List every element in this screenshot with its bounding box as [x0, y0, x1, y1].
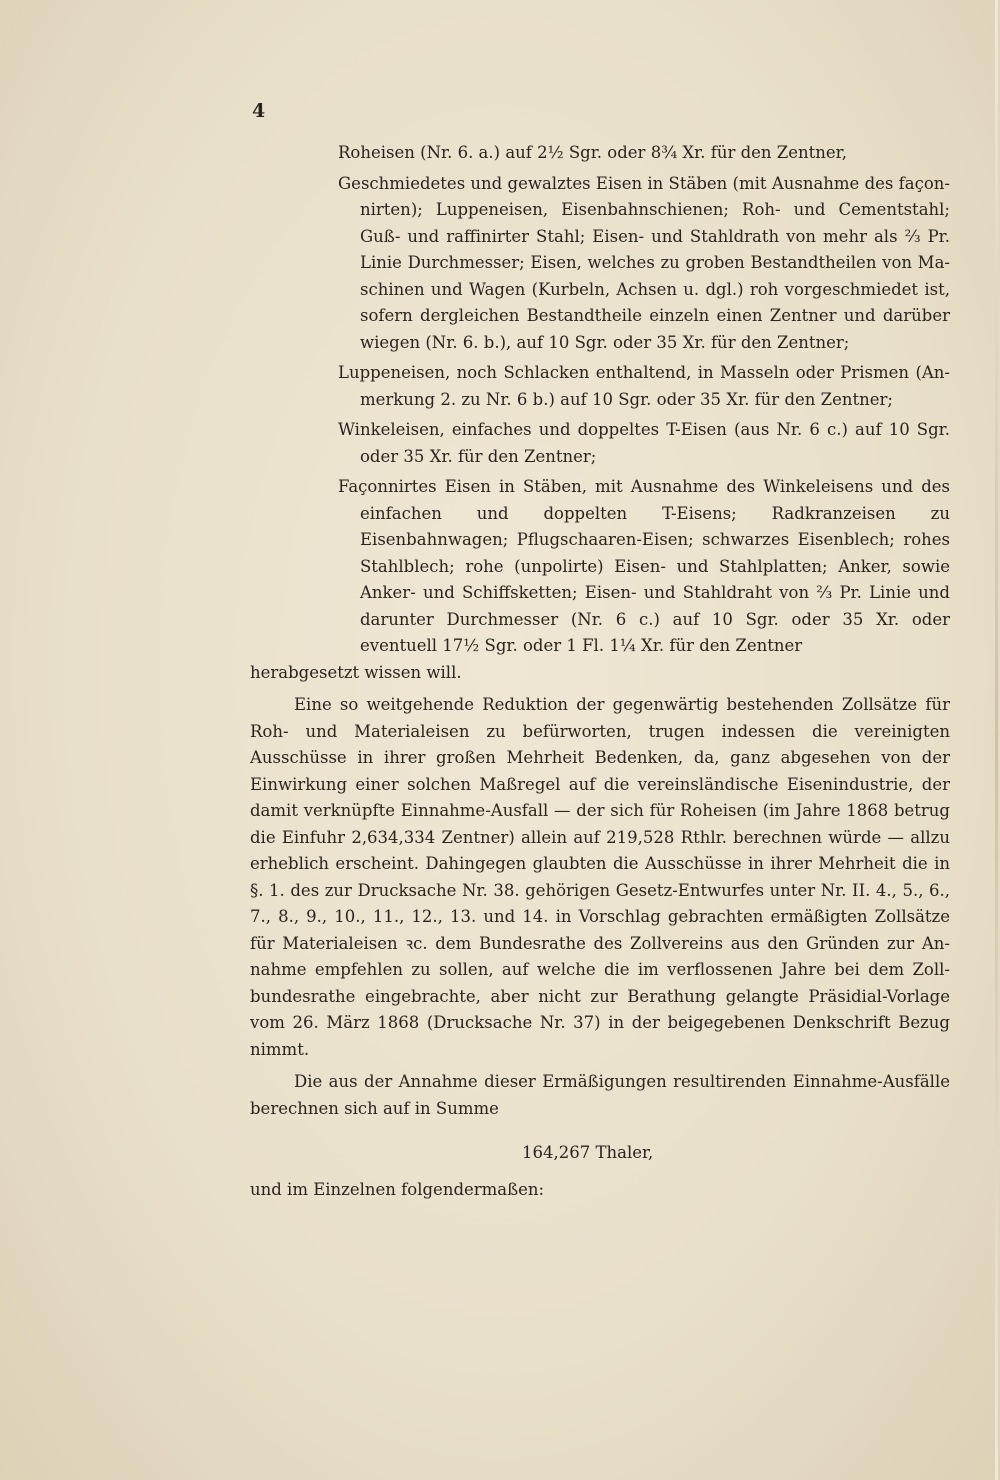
body-text [250, 140, 950, 1203]
paragraph-reduction: Eine so weitgehende Reduktion der gegenwärtig bestehenden Zollsätze für Roh- und Materialeisen zu befürworten, trugen indessen die vereinigten Ausschüsse in ihrer großen Mehrheit Bedenken, da, ganz abgesehen von der Einwirkung einer solchen Maßregel auf die vereinsländische Eisenindustrie, der damit verknüpfte Einnahme-Ausfall — der sich für Roheisen (im Jahre 1868 betrug die Einfuhr 2,634,334 Zentner) allein auf 219,528 Rthlr. berechnen würde — allzu erheblich erscheint. Dahingegen glaubten die Ausschüsse in ihrer Mehrheit die in §. 1. des zur Drucksache Nr. 38. gehörigen Gesetz-Entwurfes unter Nr. II. 4., 5., 6., 7., 8., 9., 10., 11., 12., 13. und 14. in Vorschlag gebrachten ermäßigten Zollsätze für Materialeisen ꝛc. dem Bundesrathe des Zollvereins aus den Gründen zur Annahme empfehlen zu sollen, auf welche die im verflossenen Jahre bei dem Zollbundesrathe eingebrachte, aber nicht zur Berathung gelangte Präsidial-Vorlage vom 26. März 1868 (Drucksache Nr. 37) in der beigegebenen Denkschrift Bezug nimmt. [250, 695, 950, 1059]
list-item: Façonnirtes Eisen in Stäben, mit Ausnahme des Winkeleisens und des einfachen und doppelten T-Eisens; Radkranzeisen zu Eisenbahnwagen; Pflugschaaren-Eisen; schwarzes Eisenblech; rohes Stahlblech; rohe (unpolirte) Eisen- und Stahlplatten; Anker, sowie Anker- und Schiffsketten; Eisen- und Stahldraht von ⅔ Pr. Linie und darunter Durchmesser (Nr. 6 c.) auf 10 Sgr. oder 35 Xr. oder eventuell 17½ Sgr. oder 1 Fl. 1¼ Xr. für den Zentner [338, 477, 950, 655]
after-items-line: herabgesetzt wissen will. [250, 662, 462, 682]
sum-line: 164,267 Thaler, [522, 1143, 654, 1162]
list-item: Geschmiedetes und gewalztes Eisen in Stäben (mit Ausnahme des façonnirten); Luppeneisen, Eisenbahnschienen; Roh- und Cementstahl; Guß- und raffinirter Stahl; Eisen- und Stahldrath von mehr als ⅔ Pr. Linie Durchmesser; Eisen, welches zu groben Bestandtheilen von Maschinen und Wagen (Kurbeln, Achsen u. dgl.) roh vorgeschmiedet ist, sofern dergleichen Bestandtheile einzeln einen Zentner und darüber wiegen (Nr. 6. b.), auf 10 Sgr. oder 35 Xr. für den Zentner; [338, 173, 950, 352]
list-item: Luppeneisen, noch Schlacken enthaltend, in Masseln oder Prismen (Anmerkung 2. zu Nr. 6 b.) auf 10 Sgr. oder 35 Xr. für den Zentner; [338, 363, 950, 409]
page-edge [995, 0, 998, 1480]
list-item: Winkeleisen, einfaches und doppeltes T-Eisen (aus Nr. 6 c.) auf 10 Sgr. oder 35 Xr. für den Zentner; [338, 420, 950, 466]
paragraph-revenue: Die aus der Annahme dieser Ermäßigungen resultirenden Einnahme-Ausfälle berechnen sich auf in Summe [250, 1072, 950, 1118]
list-item: Roheisen (Nr. 6. a.) auf 2½ Sgr. oder 8¾ Xr. für den Zentner, [338, 143, 848, 162]
closing-line: und im Einzelnen folgendermaßen: [250, 1179, 545, 1199]
page-number: 4 [252, 100, 266, 122]
